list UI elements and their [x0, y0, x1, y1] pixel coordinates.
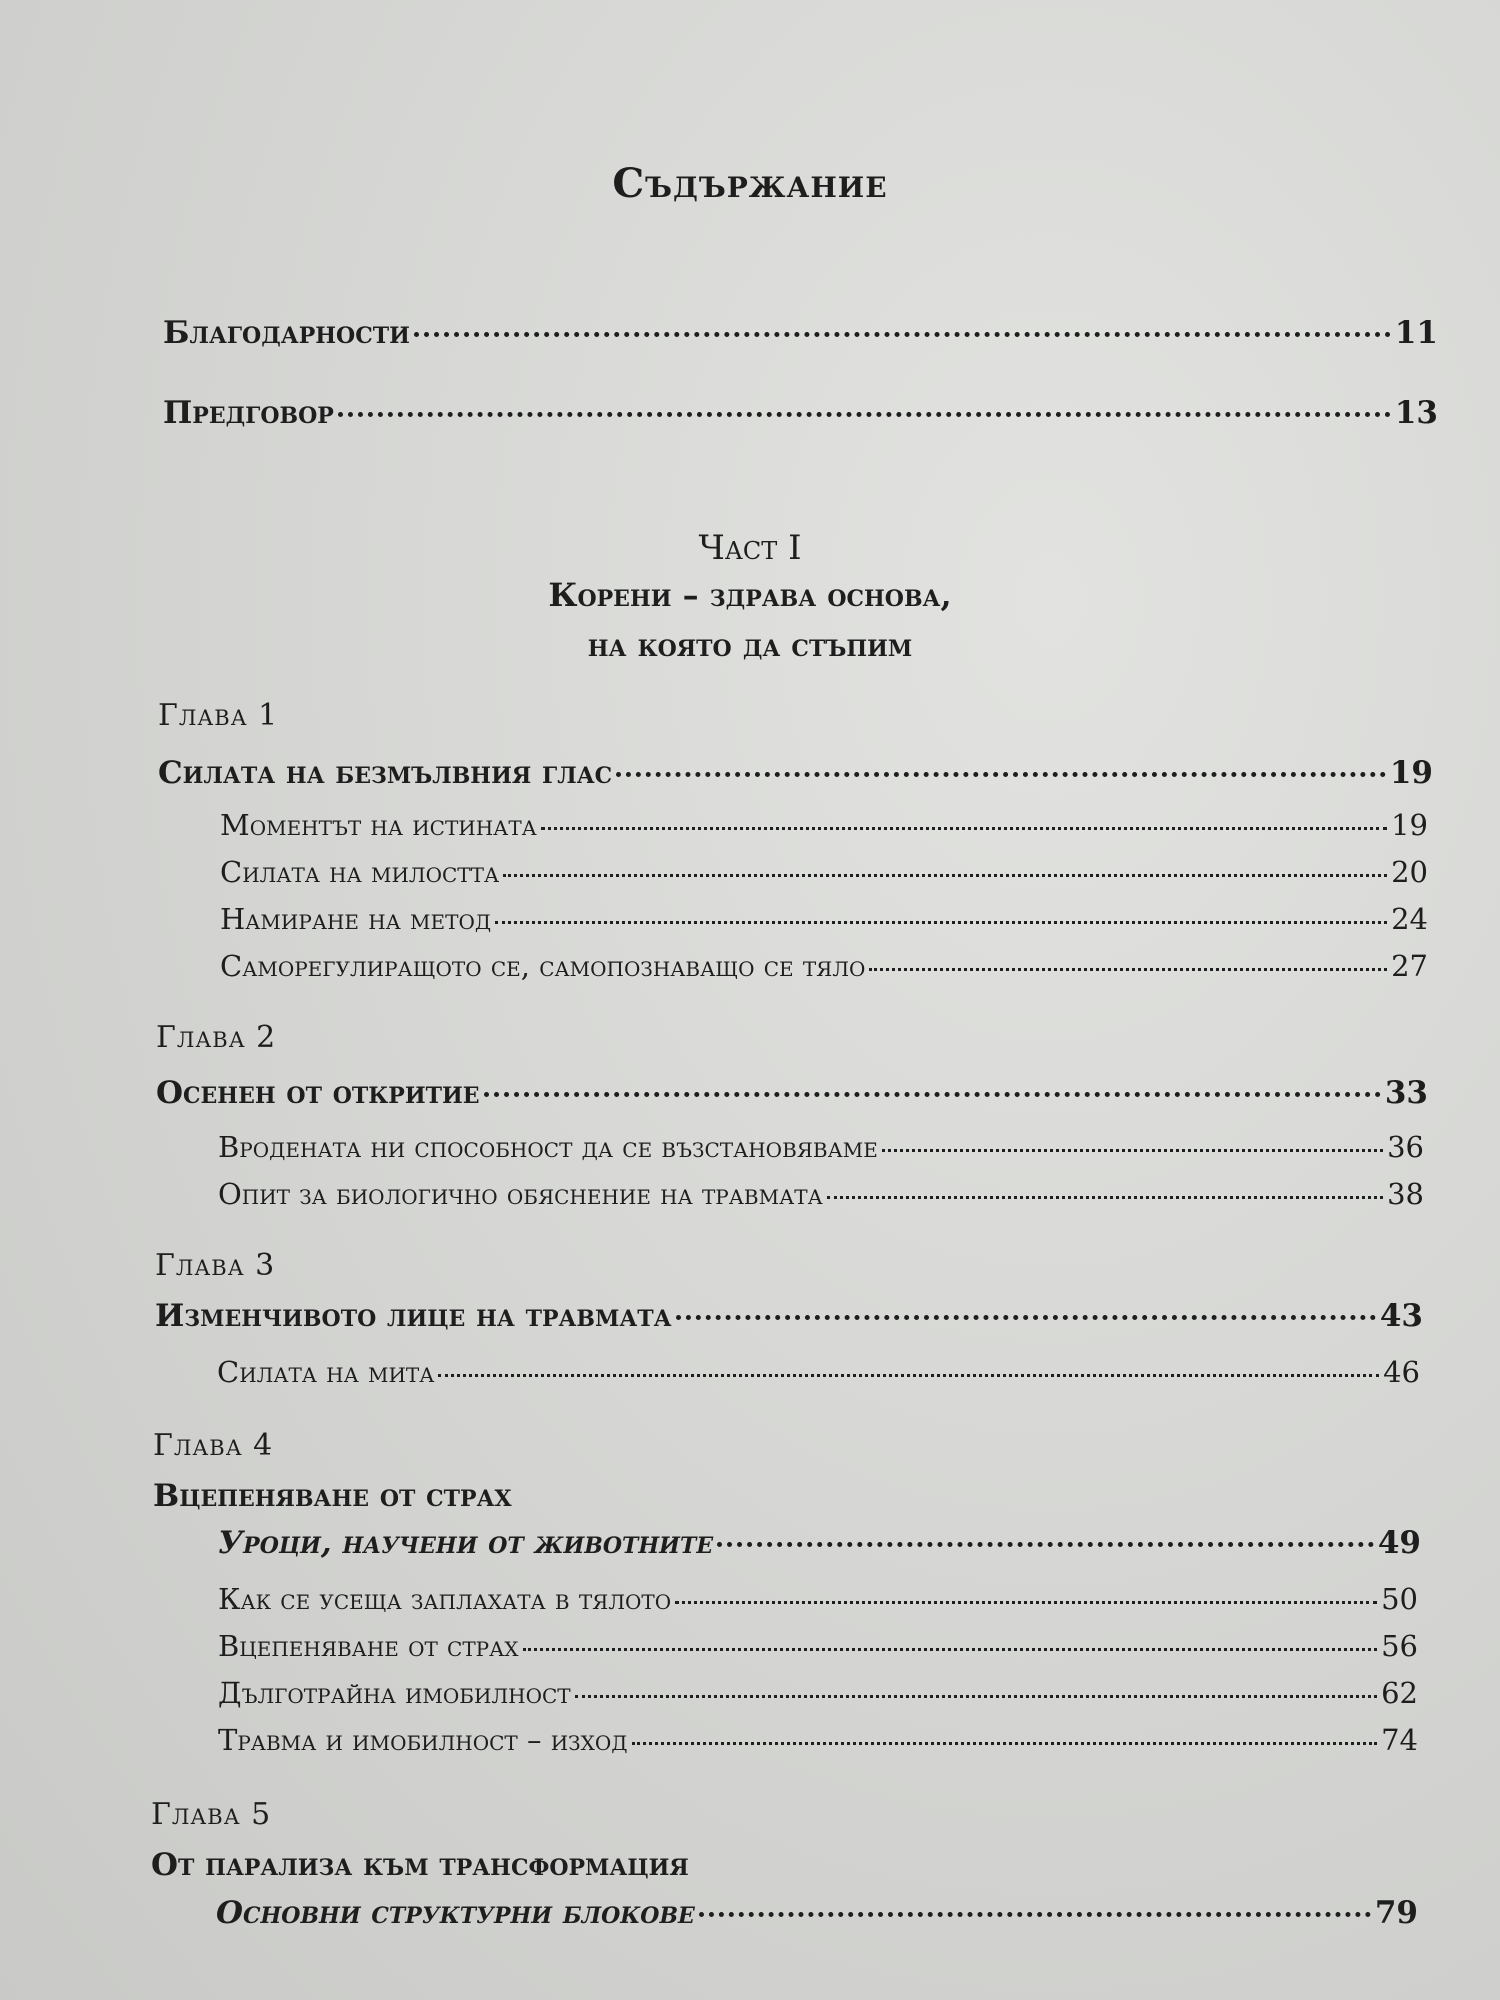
toc-entry-page: 20	[1391, 855, 1428, 889]
part-title-line: Корени – здрава основа,	[548, 576, 952, 614]
dot-leader	[438, 1374, 1379, 1377]
toc-entry-page: 50	[1381, 1582, 1418, 1616]
toc-section	[218, 1130, 1424, 1164]
toc-entry-foreword	[163, 395, 1438, 431]
dot-leader	[414, 332, 1391, 337]
toc-entry-page: 56	[1381, 1629, 1418, 1663]
toc-entry-label: Благодарности	[163, 315, 410, 351]
toc-entry-label: Силата на мита	[217, 1355, 435, 1389]
chapter-title: Вцепеняване от страх	[153, 1478, 512, 1514]
dot-leader	[484, 1092, 1381, 1097]
part-title-line: на която да стъпим	[587, 626, 913, 664]
toc-entry-page: 36	[1387, 1130, 1424, 1164]
toc-entry-page: 62	[1381, 1676, 1418, 1710]
toc-chapter-1	[158, 755, 1433, 791]
chapter-label: Глава 2	[156, 1020, 277, 1055]
toc-section	[220, 949, 1428, 983]
toc-entry-label: Моментът на истината	[220, 808, 537, 842]
toc-entry-label: Вродената ни способност да се възстановяваме	[218, 1130, 878, 1164]
toc-entry-label: Саморегулиращото се, самопознаващо се тяло	[220, 949, 866, 983]
toc-entry-page: 43	[1379, 1298, 1423, 1334]
toc-section	[218, 1676, 1418, 1710]
toc-entry-label: Предговор	[163, 395, 334, 431]
toc-entry-page: 79	[1374, 1895, 1418, 1931]
toc-entry-label: Дълготрайна имобилност	[218, 1676, 571, 1710]
dot-leader	[523, 1648, 1378, 1651]
dot-leader	[869, 968, 1387, 971]
chapter-label: Глава 4	[153, 1428, 274, 1463]
toc-section	[220, 808, 1428, 842]
toc-section	[220, 855, 1428, 889]
dot-leader	[699, 1912, 1371, 1917]
toc-section	[218, 1723, 1418, 1757]
toc-entry-label: Опит за биологично обяснение на травмата	[218, 1177, 823, 1211]
page-title: Съдържание	[612, 160, 888, 207]
toc-chapter-4	[218, 1525, 1421, 1561]
toc-entry-page: 27	[1391, 949, 1428, 983]
chapter-label: Глава 1	[158, 698, 279, 733]
dot-leader	[632, 1742, 1378, 1745]
toc-entry-page: 13	[1394, 395, 1438, 431]
toc-chapter-2	[156, 1075, 1428, 1111]
toc-section	[220, 902, 1428, 936]
toc-entry-label: Как се усеща заплахата в тялото	[218, 1582, 672, 1616]
toc-entry-label: Основни структурни блокове	[216, 1895, 695, 1931]
toc-entry-label: Намиране на метод	[220, 902, 492, 936]
toc-section	[218, 1629, 1418, 1663]
toc-entry-label: Уроци, научени от животните	[218, 1525, 714, 1561]
toc-entry-label: Травма и имобилност – изход	[218, 1723, 628, 1757]
toc-entry-page: 33	[1384, 1075, 1428, 1111]
dot-leader	[575, 1695, 1377, 1698]
toc-entry-label: Силата на милостта	[220, 855, 500, 889]
toc-entry-label: Изменчивото лице на травмата	[155, 1298, 672, 1334]
part-label: Част I	[698, 528, 802, 568]
dot-leader	[503, 874, 1387, 877]
dot-leader	[675, 1601, 1377, 1604]
dot-leader	[827, 1196, 1383, 1199]
toc-section	[218, 1177, 1424, 1211]
toc-entry-page: 46	[1383, 1355, 1420, 1389]
chapter-label: Глава 3	[155, 1248, 276, 1283]
toc-section	[217, 1355, 1420, 1389]
toc-entry-label: Силата на безмълвния глас	[158, 755, 613, 791]
dot-leader	[541, 827, 1387, 830]
toc-entry-label: Вцепеняване от страх	[218, 1629, 519, 1663]
dot-leader	[882, 1149, 1383, 1152]
toc-entry-label: Осенен от откритие	[156, 1075, 480, 1111]
toc-entry-page: 11	[1394, 315, 1438, 351]
part-title	[0, 570, 1500, 670]
dot-leader	[495, 921, 1387, 924]
toc-chapter-5	[216, 1895, 1418, 1931]
dot-leader	[616, 772, 1386, 777]
toc-entry-page: 19	[1391, 808, 1428, 842]
dot-leader	[717, 1542, 1374, 1547]
dot-leader	[338, 412, 1391, 417]
toc-entry-acknowledgements	[163, 315, 1438, 351]
toc-entry-page: 49	[1377, 1525, 1421, 1561]
toc-entry-page: 74	[1381, 1723, 1418, 1757]
toc-chapter-3	[155, 1298, 1423, 1334]
toc-entry-page: 38	[1387, 1177, 1424, 1211]
chapter-label: Глава 5	[151, 1797, 272, 1832]
chapter-title: От парализа към трансформация	[151, 1847, 689, 1883]
toc-entry-page: 19	[1389, 755, 1433, 791]
toc-entry-page: 24	[1391, 902, 1428, 936]
toc-section	[218, 1582, 1418, 1616]
dot-leader	[676, 1315, 1376, 1320]
